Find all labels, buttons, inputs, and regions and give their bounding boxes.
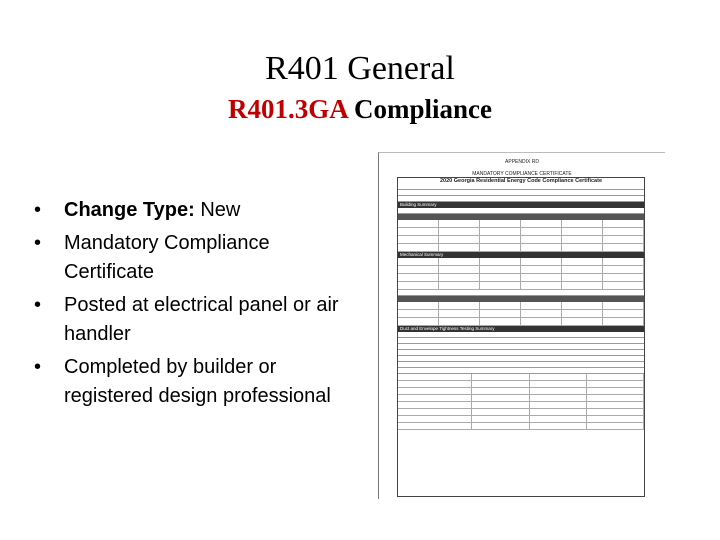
slide-title: R401 General: [265, 50, 455, 87]
mechanical-grid: [398, 258, 644, 290]
certificate-thumbnail: [378, 152, 665, 499]
certificate-form-title: 2020 Georgia Residential Energy Code Compliance Certificate: [440, 178, 602, 184]
section-building-summary: Building Summary: [398, 202, 644, 208]
slide-subtitle: [0, 94, 720, 125]
ventilation-grid: [398, 302, 644, 326]
certificate-appendix: APPENDIX RD: [505, 159, 539, 165]
certificate-heading: MANDATORY COMPLIANCE CERTIFICATE: [472, 171, 572, 177]
subtitle-text: Compliance: [354, 94, 492, 124]
building-grid: [398, 220, 644, 252]
bullet-change-type: • Change Type: New: [28, 196, 358, 225]
duct-grid: [398, 374, 644, 430]
bullet-list: [28, 196, 358, 415]
section-mechanical-summary: Mechanical Summary: [398, 252, 644, 258]
bullet-mandatory: • Mandatory Compliance Certificate: [28, 229, 358, 287]
subtitle-code: R401.3GA: [227, 94, 348, 124]
bullet-completed: • Completed by builder or registered design professional: [28, 353, 358, 411]
bullet-posted: • Posted at electrical panel or air handler: [28, 291, 358, 349]
section-duct-envelope: Duct and Envelope Tightness Testing Summary: [398, 326, 644, 332]
certificate-form: [397, 177, 645, 497]
